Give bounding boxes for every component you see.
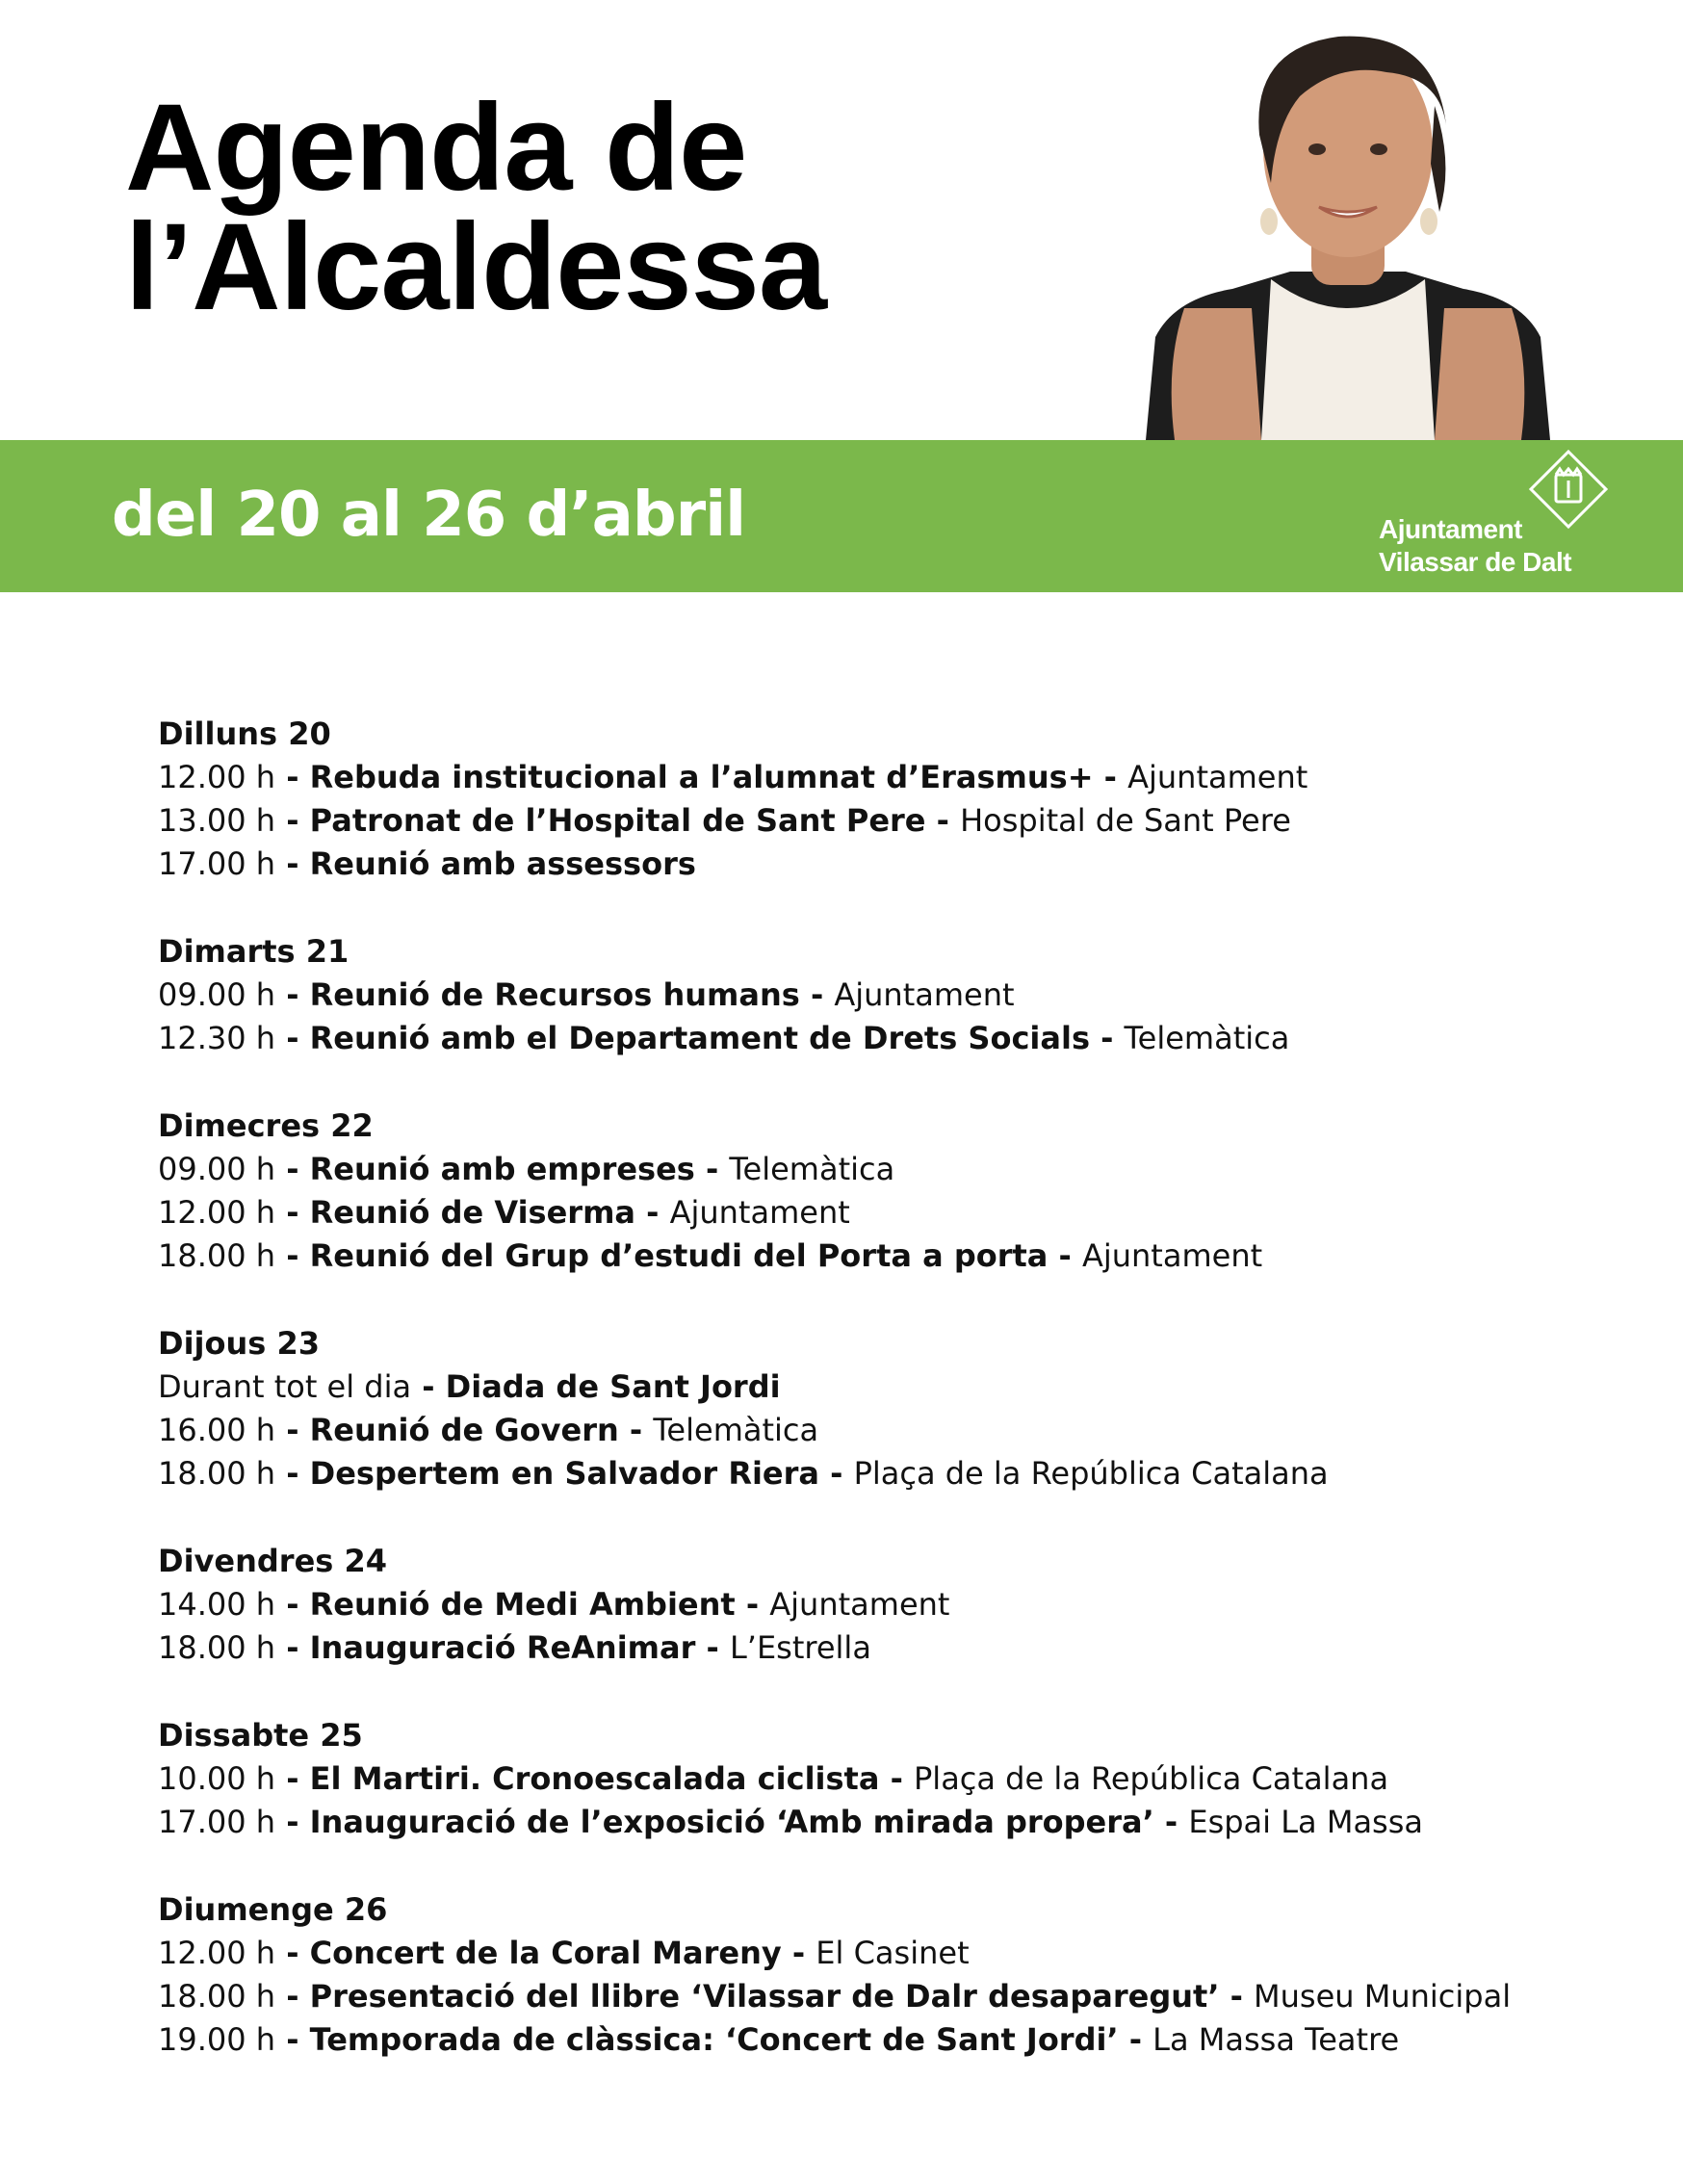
event-separator: -	[694, 1151, 730, 1187]
event-row	[158, 843, 1621, 886]
mayor-portrait	[1146, 19, 1550, 440]
event-title: Presentació del llibre ‘Vilassar de Dalr desaparegut’	[309, 1978, 1220, 2015]
event-title: Reunió de Govern	[309, 1412, 619, 1448]
event-row	[158, 799, 1621, 843]
event-place: Telemàtica	[1124, 1020, 1290, 1056]
event-time: 12.00 h	[158, 1935, 276, 1971]
event-separator: -	[411, 1368, 446, 1405]
event-time: 12.30 h	[158, 1020, 276, 1056]
event-separator: -	[819, 1455, 854, 1492]
event-place: Telemàtica	[729, 1151, 895, 1187]
day-block	[158, 930, 1621, 1060]
event-separator: -	[1089, 1020, 1125, 1056]
event-time: 18.00 h	[158, 1978, 276, 2015]
event-row	[158, 1235, 1621, 1278]
agenda-list	[158, 713, 1621, 2106]
event-separator: -	[275, 1935, 310, 1971]
event-place: Espai La Massa	[1188, 1804, 1423, 1840]
day-heading: Divendres 24	[158, 1543, 387, 1579]
event-place: La Massa Teatre	[1152, 2021, 1400, 2058]
event-separator: -	[275, 1978, 310, 2015]
event-separator: -	[1093, 759, 1128, 795]
ajuntament-logo-text	[1379, 513, 1571, 579]
event-title: Diada de Sant Jordi	[445, 1368, 781, 1405]
event-place: Hospital de Sant Pere	[960, 802, 1291, 839]
event-row	[158, 1409, 1621, 1452]
day-block	[158, 1540, 1621, 1670]
event-time: 09.00 h	[158, 1151, 276, 1187]
event-separator: -	[275, 1237, 310, 1274]
event-separator: -	[925, 802, 961, 839]
event-place: Plaça de la República Catalana	[914, 1760, 1389, 1797]
event-time: 16.00 h	[158, 1412, 276, 1448]
event-separator: -	[275, 1194, 310, 1231]
event-row	[158, 1365, 1621, 1409]
week-range: del 20 al 26 d’abril	[112, 480, 746, 551]
event-title: Despertem en Salvador Riera	[309, 1455, 819, 1492]
event-row	[158, 756, 1621, 799]
event-place: Ajuntament	[769, 1586, 950, 1623]
logo-line-1: Ajuntament	[1379, 514, 1522, 544]
event-title: Reunió amb el Departament de Drets Socials	[309, 1020, 1090, 1056]
event-separator: -	[1219, 1978, 1255, 2015]
event-place: Museu Municipal	[1254, 1978, 1512, 2015]
event-row	[158, 1975, 1621, 2018]
event-title: Patronat de l’Hospital de Sant Pere	[309, 802, 926, 839]
event-time: 14.00 h	[158, 1586, 276, 1623]
day-heading: Diumenge 26	[158, 1891, 388, 1928]
event-separator: -	[275, 1020, 310, 1056]
day-heading: Dijous 23	[158, 1325, 320, 1362]
event-title: Reunió amb assessors	[309, 845, 696, 882]
event-separator: -	[275, 759, 310, 795]
event-title: Reunió de Recursos humans	[309, 976, 800, 1013]
day-block	[158, 1105, 1621, 1278]
event-row	[158, 974, 1621, 1017]
event-time: 18.00 h	[158, 1629, 276, 1666]
day-heading: Dimecres 22	[158, 1107, 374, 1144]
event-title: Concert de la Coral Mareny	[309, 1935, 782, 1971]
event-place: Ajuntament	[1081, 1237, 1263, 1274]
week-banner	[0, 440, 1683, 592]
event-time: Durant tot el dia	[158, 1368, 412, 1405]
event-separator: -	[275, 1760, 310, 1797]
event-row	[158, 1757, 1621, 1801]
event-row	[158, 1452, 1621, 1495]
event-time: 17.00 h	[158, 845, 276, 882]
event-separator: -	[275, 1151, 310, 1187]
event-title: Reunió de Medi Ambient	[309, 1586, 736, 1623]
event-separator: -	[275, 1455, 310, 1492]
event-time: 18.00 h	[158, 1455, 276, 1492]
event-row	[158, 1148, 1621, 1191]
logo-line-2: Vilassar de Dalt	[1379, 547, 1572, 577]
event-place: Plaça de la República Catalana	[853, 1455, 1329, 1492]
event-title: Reunió amb empreses	[309, 1151, 695, 1187]
event-row	[158, 2018, 1621, 2062]
event-separator: -	[618, 1412, 654, 1448]
event-title: Rebuda institucional a l’alumnat d’Erasmus+	[309, 759, 1094, 795]
event-place: Ajuntament	[1127, 759, 1308, 795]
event-time: 12.00 h	[158, 759, 276, 795]
event-separator: -	[635, 1194, 670, 1231]
event-separator: -	[275, 1804, 310, 1840]
event-separator: -	[735, 1586, 770, 1623]
event-place: Ajuntament	[834, 976, 1015, 1013]
event-place: Ajuntament	[669, 1194, 850, 1231]
event-title: Reunió de Viserma	[309, 1194, 636, 1231]
event-separator: -	[799, 976, 835, 1013]
event-title: Inauguració ReAnimar	[309, 1629, 696, 1666]
event-time: 19.00 h	[158, 2021, 276, 2058]
event-separator: -	[275, 845, 310, 882]
day-heading: Dimarts 21	[158, 933, 350, 970]
event-time: 18.00 h	[158, 1237, 276, 1274]
event-separator: -	[1153, 1804, 1189, 1840]
event-separator: -	[275, 1412, 310, 1448]
event-separator: -	[275, 802, 310, 839]
event-separator: -	[275, 976, 310, 1013]
event-place: L’Estrella	[729, 1629, 871, 1666]
event-row	[158, 1583, 1621, 1626]
event-time: 10.00 h	[158, 1760, 276, 1797]
event-separator: -	[1048, 1237, 1082, 1274]
page-title	[125, 79, 826, 336]
event-time: 17.00 h	[158, 1804, 276, 1840]
day-heading: Dilluns 20	[158, 715, 331, 752]
event-title: Reunió del Grup d’estudi del Porta a porta	[309, 1237, 1049, 1274]
event-separator: -	[275, 1629, 310, 1666]
event-separator: -	[695, 1629, 730, 1666]
event-row	[158, 1191, 1621, 1235]
event-row	[158, 1017, 1621, 1060]
day-block	[158, 713, 1621, 886]
event-separator: -	[879, 1760, 914, 1797]
day-block	[158, 1888, 1621, 2062]
event-row	[158, 1626, 1621, 1670]
day-heading: Dissabte 25	[158, 1717, 363, 1754]
event-title: Temporada de clàssica: ‘Concert de Sant Jordi’	[309, 2021, 1119, 2058]
title-line-2: l’Alcaldessa	[125, 198, 826, 336]
event-place: El Casinet	[816, 1935, 970, 1971]
event-row	[158, 1932, 1621, 1975]
event-time: 09.00 h	[158, 976, 276, 1013]
event-separator: -	[275, 2021, 310, 2058]
event-time: 12.00 h	[158, 1194, 276, 1231]
event-separator: -	[275, 1586, 310, 1623]
event-place: Telemàtica	[653, 1412, 819, 1448]
event-row	[158, 1801, 1621, 1844]
event-title: El Martiri. Cronoescalada ciclista	[309, 1760, 880, 1797]
event-title: Inauguració de l’exposició ‘Amb mirada propera’	[309, 1804, 1154, 1840]
day-block	[158, 1714, 1621, 1844]
title-line-1: Agenda de	[125, 79, 747, 217]
event-time: 13.00 h	[158, 802, 276, 839]
day-block	[158, 1322, 1621, 1495]
event-separator: -	[781, 1935, 816, 1971]
event-separator: -	[1118, 2021, 1153, 2058]
